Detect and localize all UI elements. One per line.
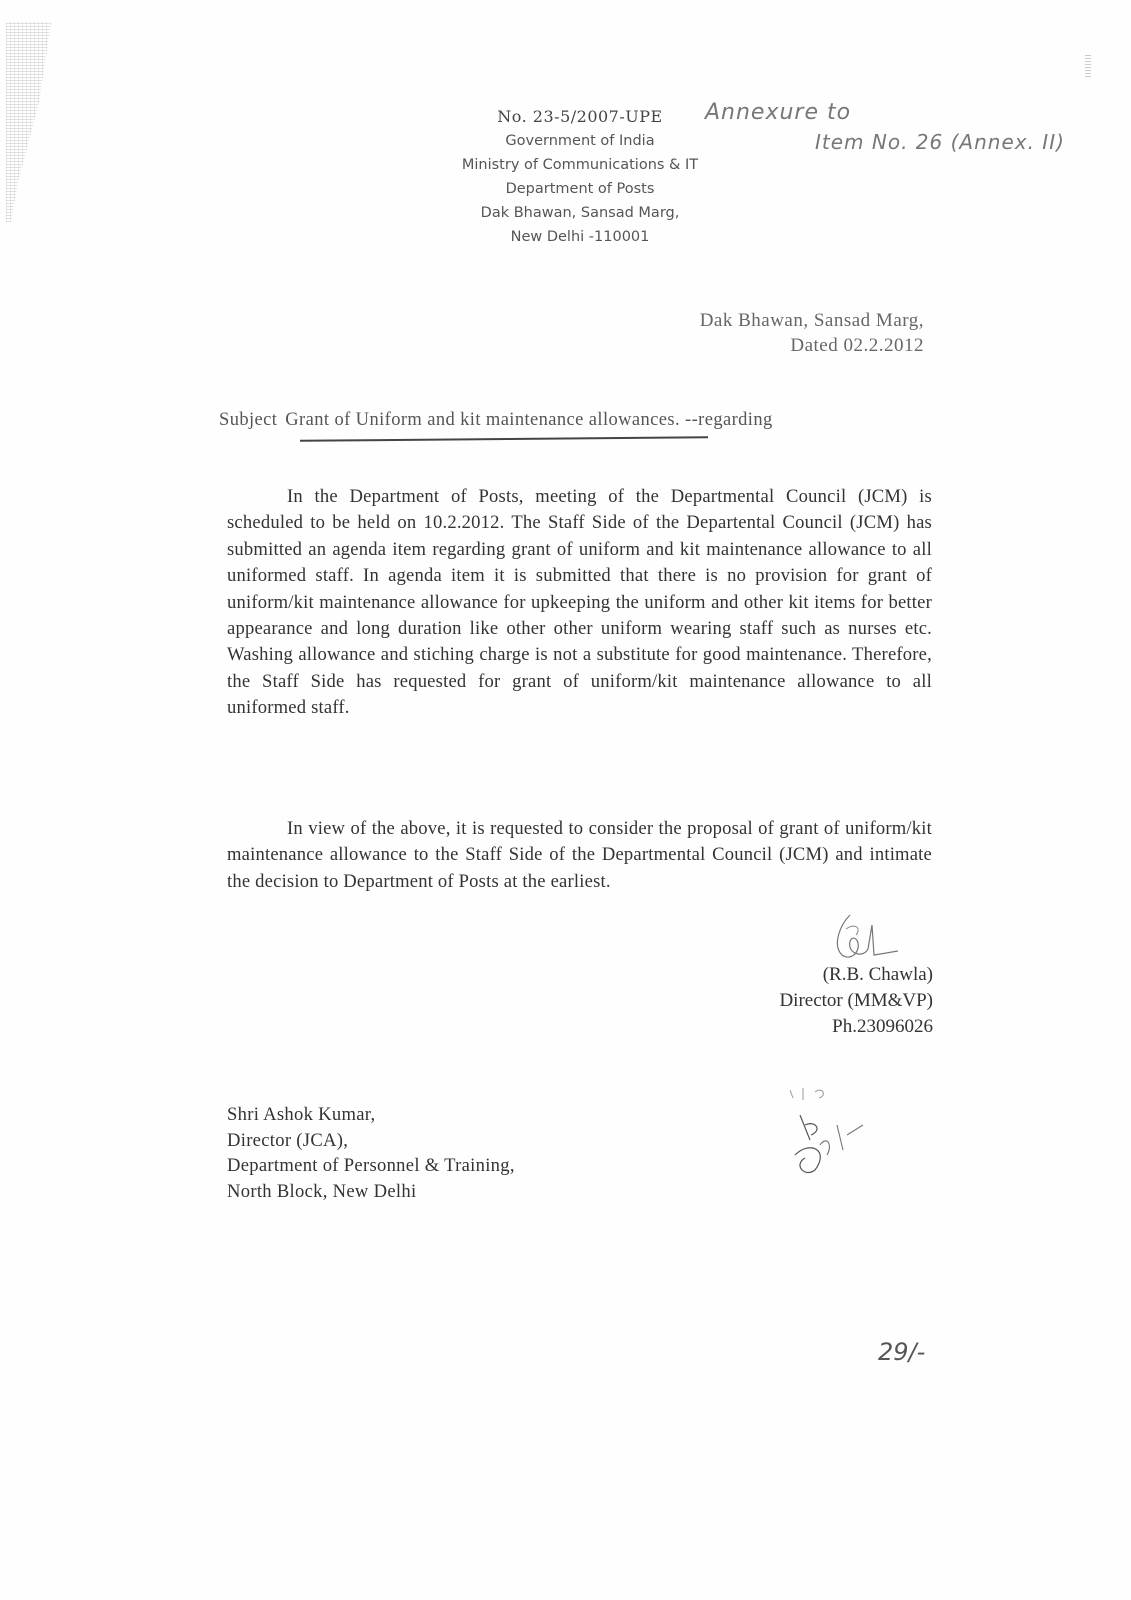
- subject-line: [219, 410, 773, 431]
- signature-icon: [820, 905, 900, 965]
- scan-artifact: [6, 22, 66, 222]
- signatory-name: (R.B. Chawla): [822, 964, 933, 985]
- subject-label: Subject: [219, 410, 278, 430]
- handwritten-annotation-line2: Item No. 26 (Annex. II): [815, 130, 1065, 154]
- letterhead-line: Government of India: [505, 133, 655, 149]
- addressee-block: [227, 1102, 515, 1204]
- addressee-line: Department of Personnel & Training,: [227, 1155, 515, 1176]
- handwritten-annotation-line1: Annexure to: [705, 100, 852, 125]
- signatory-phone: Ph.23096026: [832, 1016, 933, 1037]
- addressee-line: North Block, New Delhi: [227, 1180, 417, 1202]
- subject-text: Grant of Uniform and kit maintenance allowances. --regarding: [285, 410, 773, 430]
- handwritten-initials-icon: [775, 1080, 885, 1190]
- subject-underline: [300, 436, 708, 441]
- addressee-line: Shri Ashok Kumar,: [227, 1104, 376, 1125]
- letterhead-line: Dak Bhawan, Sansad Marg,: [480, 205, 680, 221]
- body-paragraph-2: In view of the above, it is requested to consider the proposal of grant of uniform/kit maintenance allowance to the Staff Side of the Departmental Council (JCM) and intimate the decision to Department of Posts at the earliest.: [227, 818, 932, 892]
- signatory-block: [779, 962, 933, 1040]
- addressee-line: Director (JCA),: [227, 1129, 349, 1151]
- scan-artifact-corner: [1085, 55, 1091, 77]
- reference-number: No. 23-5/2007-UPE: [497, 107, 663, 126]
- place-date-block: [700, 308, 924, 358]
- date: Dated 02.2.2012: [790, 335, 924, 356]
- handwritten-page-number: 29/-: [878, 1338, 926, 1366]
- letterhead-line: Ministry of Communications & IT: [461, 157, 699, 173]
- body-paragraph-1: In the Department of Posts, meeting of the Departmental Council (JCM) is scheduled to be held on 10.2.2012. The Staff Side of the Departental Council (JCM) has submitted an agenda item regarding grant of uniform and kit maintenance allowance to all uniformed staff. In agenda item it is submitted that there is no provision for grant of uniform/kit maintenance allowance for upkeeping the uniform and other kit items for better appearance and long duration like other other uniform wearing staff such as nurses etc. Washing allowance and stiching charge is not a substitute for good maintenance. Therefore, the Staff Side has requested for grant of uniform/kit maintenance allowance to all uniformed staff.: [227, 486, 932, 719]
- signatory-designation: Director (MM&VP): [779, 990, 933, 1011]
- letterhead-line: Department of Posts: [505, 181, 655, 197]
- letterhead-line: New Delhi -110001: [510, 229, 650, 245]
- letterhead: [420, 105, 740, 249]
- place: Dak Bhawan, Sansad Marg,: [699, 310, 924, 331]
